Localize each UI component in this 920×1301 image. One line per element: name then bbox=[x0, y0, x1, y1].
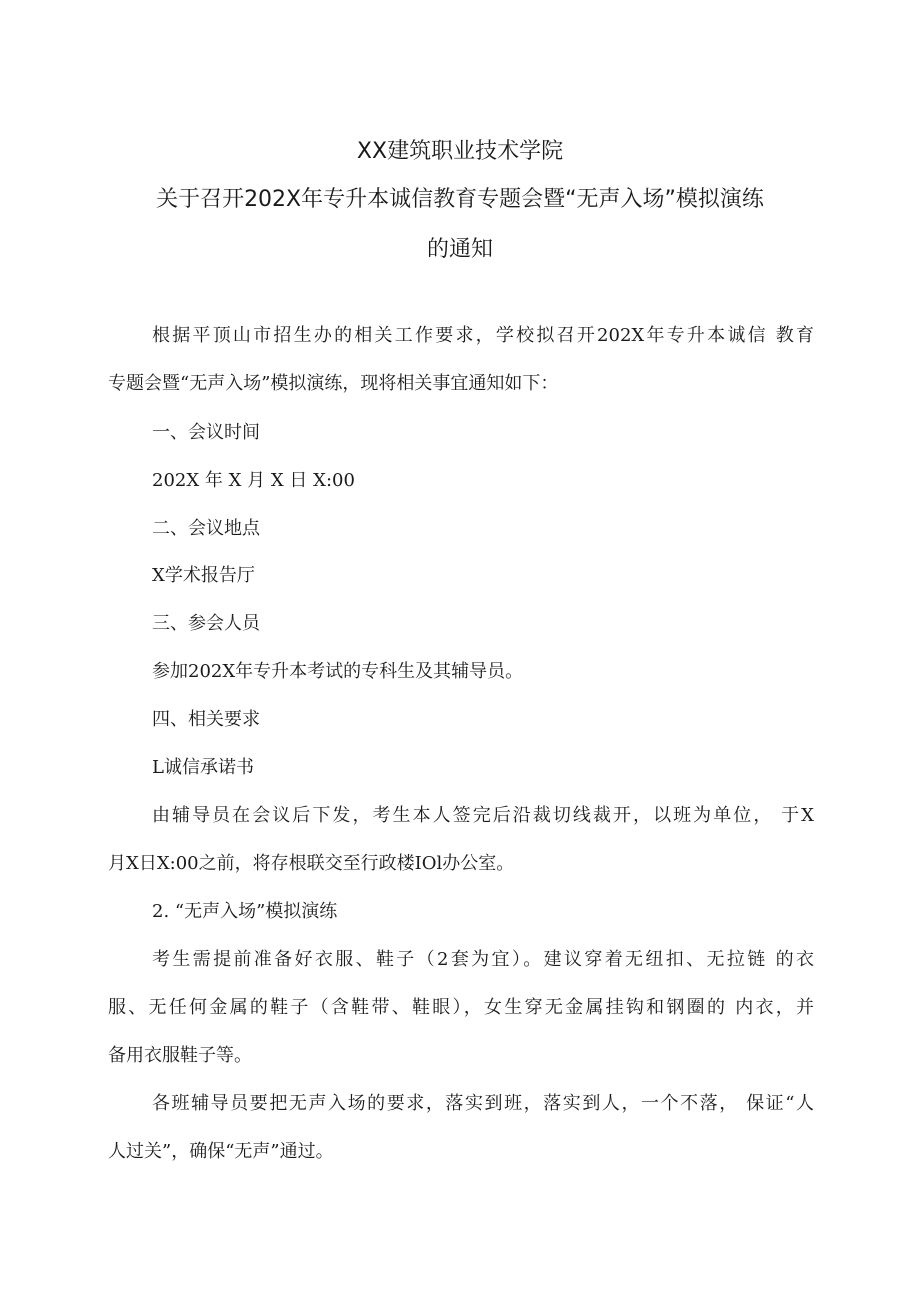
section-heading-requirements: 四、相关要求 bbox=[152, 709, 260, 730]
section-heading-time: 一、会议时间 bbox=[152, 422, 260, 443]
requirement-1-heading: L诚信承诺书 bbox=[152, 757, 254, 778]
notice-title-line-2: 的通知 bbox=[426, 237, 493, 262]
meeting-location-value: X学术报告厅 bbox=[152, 565, 255, 586]
requirement-2-line-1: 考生需提前准备好衣服、鞋子（2套为宜）。建议穿着无纽扣、无拉链 的衣 bbox=[152, 949, 814, 970]
closing-line-2: 人过关”，确保“无声”通过。 bbox=[108, 1141, 334, 1162]
meeting-time-value: 202X 年 X 月 X 日 X:00 bbox=[152, 470, 355, 491]
intro-line-1: 根据平顶山市招生办的相关工作要求，学校拟召开202X年专升本诚信 教育 bbox=[152, 325, 814, 346]
notice-title-line-1: 关于召开202X年专升本诚信教育专题会暨“无声入场”模拟演练 bbox=[156, 187, 764, 212]
requirement-1-line-1: 由辅导员在会议后下发，考生本人签完后沿裁切线裁开，以班为单位， 于X bbox=[152, 805, 814, 826]
section-heading-location: 二、会议地点 bbox=[152, 518, 260, 539]
requirement-2-line-2: 服、无任何金属的鞋子（含鞋带、鞋眼），女生穿无金属挂钩和钢圈的 内衣，并 bbox=[108, 997, 814, 1018]
closing-line-1: 各班辅导员要把无声入场的要求，落实到班，落实到人，一个不落， 保证“人 bbox=[152, 1093, 814, 1114]
section-heading-attendees: 三、参会人员 bbox=[152, 613, 260, 634]
requirement-2-line-3: 备用衣服鞋子等。 bbox=[108, 1045, 252, 1066]
attendees-value: 参加202X年专升本考试的专科生及其辅导员。 bbox=[152, 661, 524, 682]
intro-line-2: 专题会暨“无声入场”模拟演练，现将相关事宜通知如下： bbox=[108, 373, 559, 394]
institution-title: XX建筑职业技术学院 bbox=[356, 139, 564, 164]
requirement-1-line-2: 月X日X:00之前，将存根联交至行政楼IOl办公室。 bbox=[108, 853, 515, 874]
requirement-2-heading: 2. “无声入场”模拟演练 bbox=[152, 901, 338, 922]
